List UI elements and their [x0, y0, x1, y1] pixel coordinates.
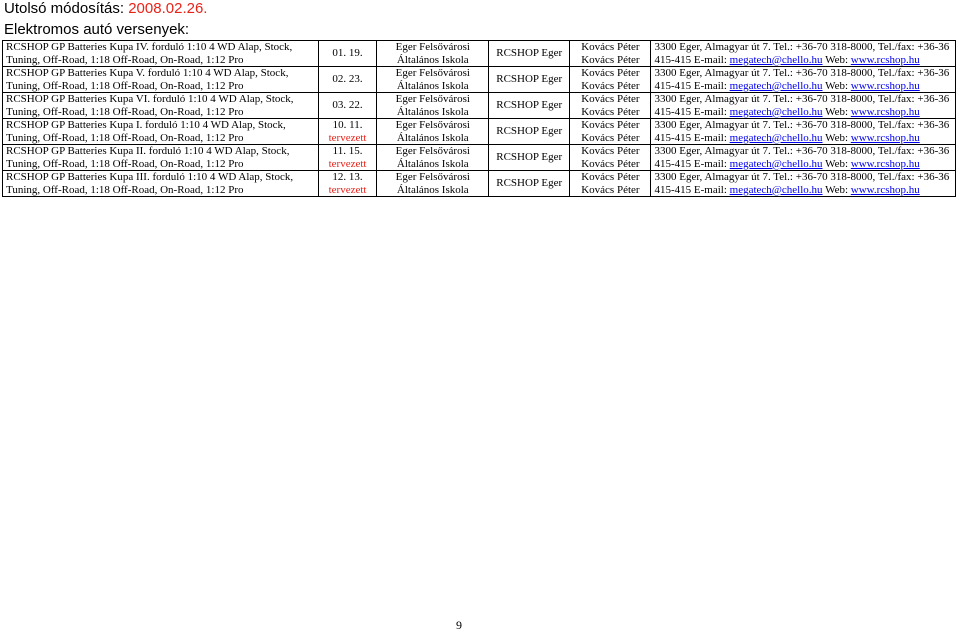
contact-address: 3300 Eger, Almagyar út 7. Tel.: +36-70 318-8000, Tel./fax: +36-36 415-415 E-mail:	[654, 67, 950, 92]
event-organizer: RCSHOP Eger	[496, 47, 563, 60]
event-contact-cell	[651, 93, 956, 119]
event-status: tervezett	[328, 157, 367, 170]
email-link[interactable]: megatech@chello.hu	[729, 131, 823, 144]
event-date-cell	[318, 93, 377, 119]
event-organizer: RCSHOP Eger	[496, 177, 563, 190]
web-label: Web:	[822, 79, 851, 92]
contact-address: 3300 Eger, Almagyar út 7. Tel.: +36-70 318-8000, Tel./fax: +36-36 415-415 E-mail:	[654, 93, 950, 118]
event-name-cell	[3, 145, 319, 171]
contact-address: 3300 Eger, Almagyar út 7. Tel.: +36-70 318-8000, Tel./fax: +36-36 415-415 E-mail:	[654, 119, 950, 144]
event-name: RCSHOP GP Batteries Kupa I. forduló 1:10 4 WD Alap, Stock, Tuning, Off-Road, 1:18 Off-Road, On-Road, 1:12 Pro	[6, 119, 286, 144]
table-row	[3, 41, 956, 67]
email-link[interactable]: megatech@chello.hu	[729, 157, 823, 170]
event-organizer-cell	[489, 171, 570, 197]
events-table	[2, 40, 956, 197]
event-date: 12. 13.	[332, 171, 363, 183]
table-row	[3, 119, 956, 145]
web-label: Web:	[822, 183, 851, 196]
event-venue-cell	[377, 145, 489, 171]
event-name: RCSHOP GP Batteries Kupa VI. forduló 1:10 4 WD Alap, Stock, Tuning, Off-Road, 1:18 Off-Road, On-Road, 1:12 Pro	[6, 93, 294, 118]
contact-person: Kovács Péter	[581, 157, 640, 170]
contact-person: Kovács Péter	[581, 131, 640, 144]
event-contact-person-cell	[570, 119, 651, 145]
contact-address: 3300 Eger, Almagyar út 7. Tel.: +36-70 318-8000, Tel./fax: +36-36 415-415 E-mail:	[654, 171, 950, 196]
web-link[interactable]: www.rcshop.hu	[850, 53, 920, 66]
table-row	[3, 171, 956, 197]
table-row	[3, 93, 956, 119]
web-link[interactable]: www.rcshop.hu	[850, 183, 920, 196]
event-organizer-cell	[489, 119, 570, 145]
table-row	[3, 67, 956, 93]
event-contact-person-cell	[570, 171, 651, 197]
event-venue-cell	[377, 171, 489, 197]
event-date-cell	[318, 171, 377, 197]
event-contact-person-cell	[570, 67, 651, 93]
table-row	[3, 145, 956, 171]
event-name: RCSHOP GP Batteries Kupa II. forduló 1:10 4 WD Alap, Stock, Tuning, Off-Road, 1:18 Off-Road, On-Road, 1:12 Pro	[6, 145, 290, 170]
event-venue: Eger Felsővárosi Általános Iskola	[395, 67, 470, 92]
event-venue: Eger Felsővárosi Általános Iskola	[395, 171, 470, 196]
event-date: 11. 15.	[332, 145, 363, 157]
event-venue-cell	[377, 41, 489, 67]
web-link[interactable]: www.rcshop.hu	[850, 157, 920, 170]
event-organizer-cell	[489, 41, 570, 67]
event-date-cell	[318, 119, 377, 145]
event-contact-person-cell	[570, 145, 651, 171]
event-status: tervezett	[328, 131, 367, 144]
event-venue: Eger Felsővárosi Általános Iskola	[395, 93, 470, 118]
event-contact-cell	[651, 145, 956, 171]
email-link[interactable]: megatech@chello.hu	[729, 105, 823, 118]
event-date: 01. 19.	[332, 47, 363, 60]
web-label: Web:	[822, 131, 851, 144]
contact-person: Kovács Péter	[581, 53, 640, 66]
event-name-cell	[3, 41, 319, 67]
contact-address: 3300 Eger, Almagyar út 7. Tel.: +36-70 318-8000, Tel./fax: +36-36 415-415 E-mail:	[654, 145, 950, 170]
events-body	[3, 41, 956, 197]
event-date-cell	[318, 67, 377, 93]
event-organizer: RCSHOP Eger	[496, 73, 563, 86]
email-link[interactable]: megatech@chello.hu	[729, 53, 823, 66]
event-organizer-cell	[489, 93, 570, 119]
event-organizer-cell	[489, 145, 570, 171]
section-title: Elektromos autó versenyek:	[4, 21, 190, 38]
event-contact-cell	[651, 67, 956, 93]
contact-person: Kovács Péter	[581, 105, 640, 118]
last-modified-label: Utolsó módosítás:	[4, 0, 129, 17]
contact-person: Kovács Péter	[581, 171, 640, 183]
contact-person: Kovács Péter	[581, 119, 640, 131]
contact-person: Kovács Péter	[581, 67, 640, 79]
event-organizer: RCSHOP Eger	[496, 151, 563, 164]
event-name-cell	[3, 171, 319, 197]
email-link[interactable]: megatech@chello.hu	[729, 183, 823, 196]
last-modified-date: 2008.02.26.	[128, 0, 208, 17]
event-venue: Eger Felsővárosi Általános Iskola	[395, 41, 470, 66]
event-contact-cell	[651, 41, 956, 67]
contact-person: Kovács Péter	[581, 93, 640, 105]
event-contact-person-cell	[570, 41, 651, 67]
event-venue-cell	[377, 93, 489, 119]
page-number: 9	[456, 618, 462, 632]
event-organizer-cell	[489, 67, 570, 93]
web-label: Web:	[822, 105, 851, 118]
event-organizer: RCSHOP Eger	[496, 99, 563, 112]
last-modified	[4, 0, 207, 17]
event-venue-cell	[377, 67, 489, 93]
event-name: RCSHOP GP Batteries Kupa III. forduló 1:10 4 WD Alap, Stock, Tuning, Off-Road, 1:18 Off-Road, On-Road, 1:12 Pro	[6, 171, 294, 196]
event-date-cell	[318, 41, 377, 67]
event-status: tervezett	[328, 183, 367, 196]
web-label: Web:	[822, 53, 851, 66]
contact-person: Kovács Péter	[581, 41, 640, 53]
contact-person: Kovács Péter	[581, 145, 640, 157]
contact-person: Kovács Péter	[581, 79, 640, 92]
contact-person: Kovács Péter	[581, 183, 640, 196]
contact-address: 3300 Eger, Almagyar út 7. Tel.: +36-70 318-8000, Tel./fax: +36-36 415-415 E-mail:	[654, 41, 950, 66]
event-name-cell	[3, 119, 319, 145]
web-link[interactable]: www.rcshop.hu	[850, 79, 920, 92]
event-venue: Eger Felsővárosi Általános Iskola	[395, 145, 470, 170]
event-name: RCSHOP GP Batteries Kupa IV. forduló 1:10 4 WD Alap, Stock, Tuning, Off-Road, 1:18 Off-Road, On-Road, 1:12 Pro	[6, 41, 293, 66]
event-name-cell	[3, 67, 319, 93]
event-date: 10. 11.	[332, 119, 363, 131]
email-link[interactable]: megatech@chello.hu	[729, 79, 823, 92]
event-contact-person-cell	[570, 93, 651, 119]
event-contact-cell	[651, 119, 956, 145]
event-name-cell	[3, 93, 319, 119]
event-date: 03. 22.	[332, 99, 363, 112]
event-date-cell	[318, 145, 377, 171]
event-venue-cell	[377, 119, 489, 145]
web-link[interactable]: www.rcshop.hu	[850, 105, 920, 118]
event-organizer: RCSHOP Eger	[496, 125, 563, 138]
event-contact-cell	[651, 171, 956, 197]
event-name: RCSHOP GP Batteries Kupa V. forduló 1:10 4 WD Alap, Stock, Tuning, Off-Road, 1:18 Off-Road, On-Road, 1:12 Pro	[6, 67, 289, 92]
event-date: 02. 23.	[332, 73, 363, 86]
event-venue: Eger Felsővárosi Általános Iskola	[395, 119, 470, 144]
web-label: Web:	[822, 157, 851, 170]
web-link[interactable]: www.rcshop.hu	[850, 131, 920, 144]
